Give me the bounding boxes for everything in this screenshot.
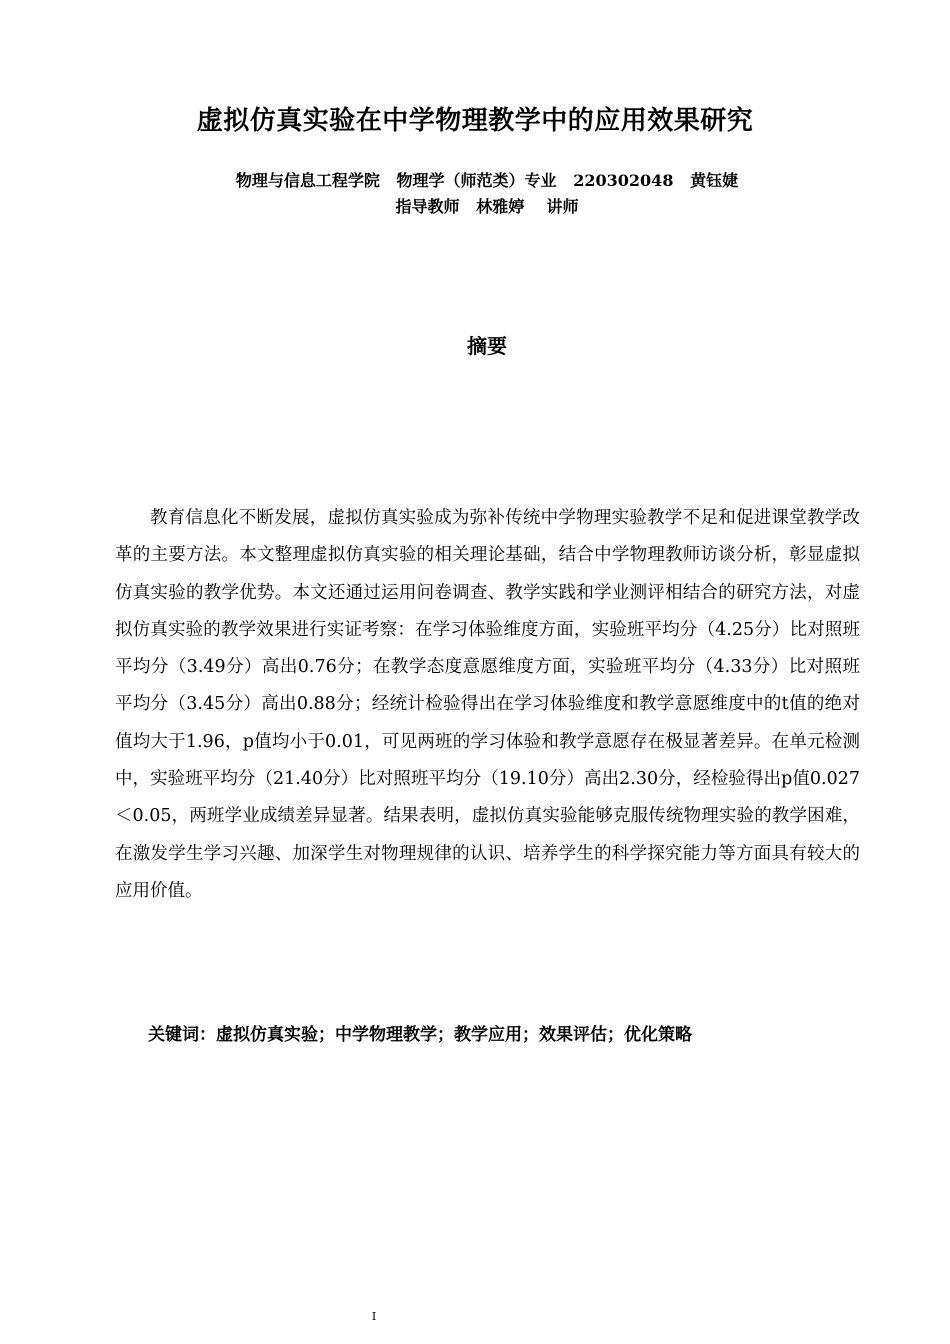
paper-title: 虚拟仿真实验在中学物理教学中的应用效果研究 (196, 106, 754, 136)
author-info: 物理与信息工程学院 物理学（师范类）专业 220302048 黄钰婕 (235, 171, 739, 190)
advisor-info: 指导教师 林雅婷 讲师 (395, 197, 579, 216)
keywords-line: 关键词：虚拟仿真实验；中学物理教学；教学应用；效果评估；优化策略 (148, 1025, 692, 1045)
abstract-paragraph: 教育信息化不断发展，虚拟仿真实验成为弥补传统中学物理实验教学不足和促进课堂教学改革的主要方法。本文整理虚拟仿真实验的相关理论基础，结合中学物理教师访谈分析，彰显虚拟仿真实验的教学优势。本文还通过运用问卷调查、教学实践和学业测评相结合的研究方法，对虚拟仿真实验的教学效果进行实证考察：在学习体验维度方面，实验班平均分（4.25分）比对照班平均分（3.49分）高出0.76分；在教学态度意愿维度方面，实验班平均分（4.33分）比对照班平均分（3.45分）高出0.88分；经统计检验得出在学习体验维度和教学意愿维度中的t值的绝对值均大于1.96，p值均小于0.01，可见两班的学习体验和教学意愿存在极显著差异。在单元检测中，实验班平均分（21.40分）比对照班平均分（19.10分）高出2.30分，经检验得出p值0.027＜0.05，两班学业成绩差异显著。结果表明，虚拟仿真实验能够克服传统物理实验的教学困难，在激发学生学习兴趣、加深学生对物理规律的认识、培养学生的科学探究能力等方面具有较大的应用价值。 (115, 508, 860, 901)
page-number: I (371, 1310, 377, 1323)
abstract-heading: 摘要 (467, 334, 507, 358)
